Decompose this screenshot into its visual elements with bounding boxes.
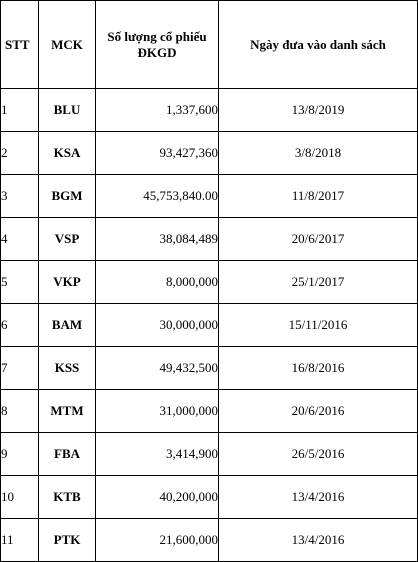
cell-stt: 4: [1, 218, 39, 261]
header-stt: STT: [1, 1, 39, 89]
cell-share-quantity: 40,200,000: [96, 476, 219, 519]
cell-stock-code: BGM: [39, 175, 96, 218]
header-mck: MCK: [39, 1, 96, 89]
cell-stt: 2: [1, 132, 39, 175]
cell-stt: 3: [1, 175, 39, 218]
table-row: [1, 261, 418, 304]
cell-stock-code: KSS: [39, 347, 96, 390]
cell-stock-code: KSA: [39, 132, 96, 175]
cell-share-quantity: 49,432,500: [96, 347, 219, 390]
cell-stock-code: BLU: [39, 89, 96, 132]
cell-share-quantity: 30,000,000: [96, 304, 219, 347]
table-row: [1, 433, 418, 476]
cell-listing-date: 13/8/2019: [219, 89, 418, 132]
cell-share-quantity: 31,000,000: [96, 390, 219, 433]
cell-listing-date: 11/8/2017: [219, 175, 418, 218]
cell-listing-date: 15/11/2016: [219, 304, 418, 347]
cell-share-quantity: 93,427,360: [96, 132, 219, 175]
table-row: [1, 519, 418, 562]
cell-stt: 11: [1, 519, 39, 562]
cell-stt: 6: [1, 304, 39, 347]
cell-stock-code: VKP: [39, 261, 96, 304]
table-row: [1, 175, 418, 218]
cell-stt: 1: [1, 89, 39, 132]
cell-share-quantity: 45,753,840.00: [96, 175, 219, 218]
cell-listing-date: 20/6/2016: [219, 390, 418, 433]
table-row: [1, 218, 418, 261]
cell-stock-code: VSP: [39, 218, 96, 261]
cell-listing-date: 13/4/2016: [219, 476, 418, 519]
cell-stock-code: MTM: [39, 390, 96, 433]
cell-listing-date: 3/8/2018: [219, 132, 418, 175]
cell-share-quantity: 38,084,489: [96, 218, 219, 261]
header-share-quantity: Số lượng cổ phiếu ĐKGD: [96, 1, 219, 89]
cell-stt: 9: [1, 433, 39, 476]
table-header-row: [1, 1, 418, 89]
table-row: [1, 304, 418, 347]
cell-stt: 5: [1, 261, 39, 304]
cell-share-quantity: 3,414,900: [96, 433, 219, 476]
header-listing-date: Ngày đưa vào danh sách: [219, 1, 418, 89]
table-row: [1, 347, 418, 390]
cell-stock-code: PTK: [39, 519, 96, 562]
cell-listing-date: 26/5/2016: [219, 433, 418, 476]
table-row: [1, 132, 418, 175]
cell-share-quantity: 21,600,000: [96, 519, 219, 562]
cell-stock-code: FBA: [39, 433, 96, 476]
cell-share-quantity: 8,000,000: [96, 261, 219, 304]
table-row: [1, 89, 418, 132]
cell-listing-date: 20/6/2017: [219, 218, 418, 261]
cell-listing-date: 16/8/2016: [219, 347, 418, 390]
table-row: [1, 476, 418, 519]
cell-stock-code: BAM: [39, 304, 96, 347]
cell-share-quantity: 1,337,600: [96, 89, 219, 132]
cell-stt: 8: [1, 390, 39, 433]
cell-listing-date: 13/4/2016: [219, 519, 418, 562]
cell-stock-code: KTB: [39, 476, 96, 519]
cell-stt: 10: [1, 476, 39, 519]
cell-listing-date: 25/1/2017: [219, 261, 418, 304]
cell-stt: 7: [1, 347, 39, 390]
table-row: [1, 390, 418, 433]
